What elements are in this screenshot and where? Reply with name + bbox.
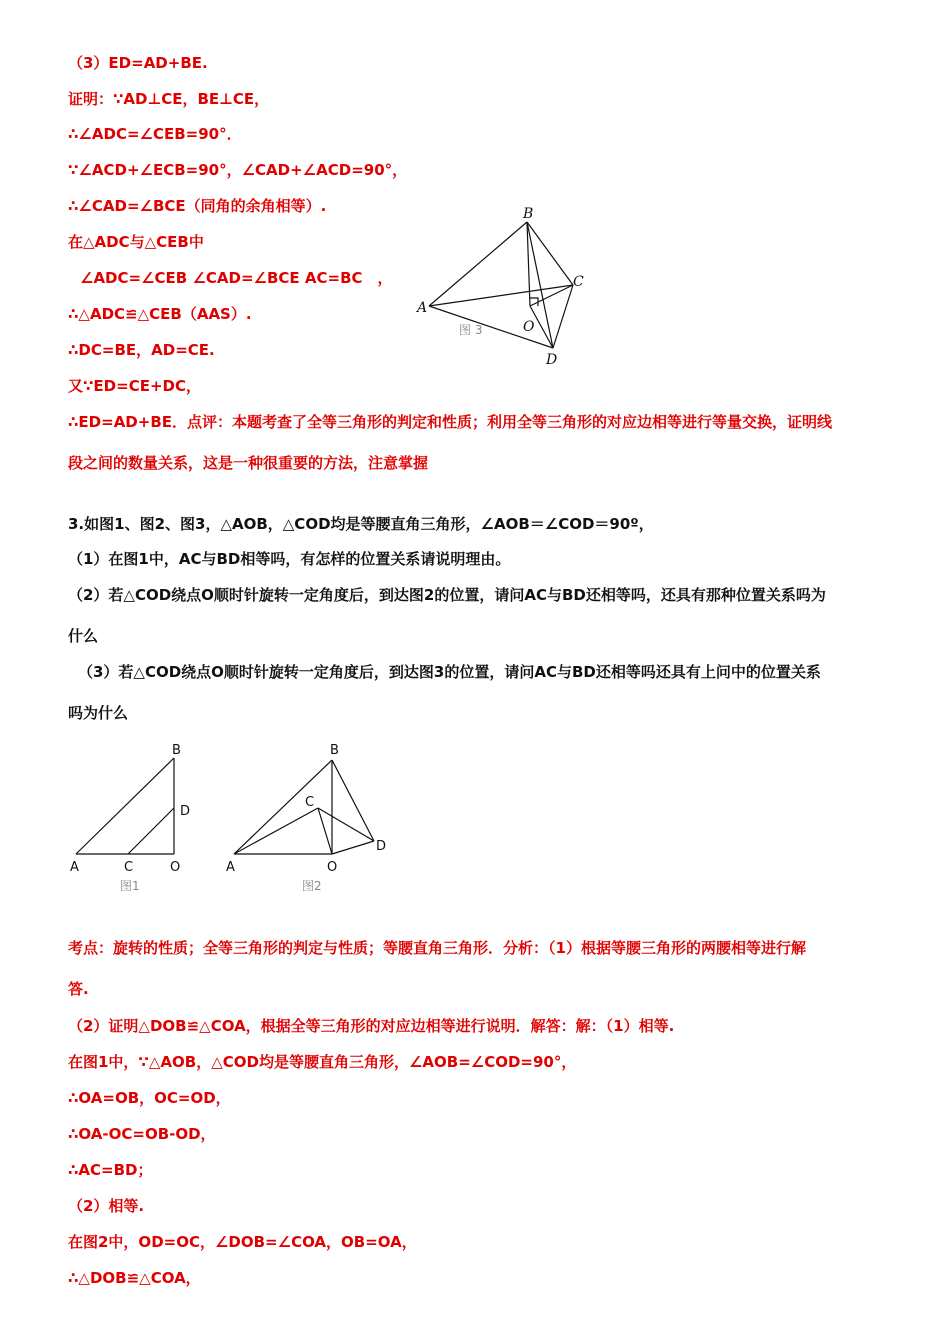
answer-line-1: 考点：旋转的性质；全等三角形的判定与性质；等腰直角三角形．分析：（1）根据等腰三角形的两腰相等进行解 — [68, 939, 806, 957]
fig3-label-a: A — [417, 300, 428, 316]
q3-part1: （1）在图1中，AC与BD相等吗，有怎样的位置关系请说明理由。 — [68, 550, 511, 568]
fig1-label-a: A — [70, 860, 79, 875]
figure-2 — [218, 738, 398, 896]
proof-line-10: 又∵ED=CE+DC， — [68, 377, 201, 395]
proof-line-5: ∴∠CAD=∠BCE（同角的余角相等）. — [68, 197, 327, 215]
proof-line-4: ∵∠ACD+∠ECB=90°，∠CAD+∠ACD=90°， — [68, 161, 408, 179]
fig3-label-b: B — [523, 206, 534, 222]
answer-line-6: ∴OA-OC=OB-OD， — [68, 1125, 216, 1143]
answer-line-4: 在图1中，∵△AOB，△COD均是等腰直角三角形，∠AOB=∠COD=90°， — [68, 1053, 577, 1071]
proof-line-11: ∴ED=AD+BE．点评：本题考查了全等三角形的判定和性质；利用全等三角形的对应边相等进行等量交换，证明线 — [68, 413, 833, 431]
fig1-label-d: D — [180, 804, 191, 819]
fig2-caption: 图2 — [302, 879, 322, 893]
q3-stem: 3.如图1、图2、图3，△AOB，△COD均是等腰直角三角形，∠AOB＝∠COD＝90º， — [68, 515, 654, 533]
fig1-caption: 图1 — [120, 879, 140, 893]
proof-line-7: ∠ADC=∠CEB ∠CAD=∠BCE AC=BC ， — [80, 269, 393, 287]
answer-line-9: 在图2中，OD=OC，∠DOB=∠COA，OB=OA， — [68, 1233, 417, 1251]
fig2-label-a: A — [226, 860, 235, 875]
answer-line-7: ∴AC=BD； — [68, 1161, 153, 1179]
fig2-label-d: D — [376, 839, 387, 854]
proof-line-6: 在△ADC与△CEB中 — [68, 233, 204, 251]
q3-part3b: 吗为什么 — [68, 704, 129, 722]
proof-line-2: 证明：∵AD⊥CE，BE⊥CE， — [68, 90, 270, 108]
answer-line-5: ∴OA=OB，OC=OD， — [68, 1089, 231, 1107]
answer-line-8: （2）相等. — [68, 1197, 145, 1215]
q3-part3a: （3）若△COD绕点O顺时针旋转一定角度后，到达图3的位置，请问AC与BD还相等吗还具有上问中的位置关系 — [78, 663, 821, 681]
proof-line-12: 段之间的数量关系，这是一种很重要的方法，注意掌握 — [68, 454, 429, 472]
fig3-label-c: C — [573, 274, 584, 290]
fig3-label-d: D — [546, 352, 558, 368]
fig1-label-c: C — [124, 860, 134, 875]
proof-line-3: ∴∠ADC=∠CEB=90°． — [68, 125, 242, 143]
answer-line-10: ∴△DOB≌△COA， — [68, 1269, 201, 1287]
fig3-label-o: O — [523, 319, 535, 335]
answer-line-3: （2）证明△DOB≌△COA，根据全等三角形的对应边相等进行说明．解答：解：（1）相等. — [68, 1017, 675, 1035]
proof-line-1: （3）ED=AD+BE. — [68, 54, 208, 72]
fig1-label-b: B — [172, 743, 181, 758]
fig2-label-b: B — [330, 743, 339, 758]
proof-line-9: ∴DC=BE，AD=CE. — [68, 341, 215, 359]
fig2-label-o: O — [327, 860, 338, 875]
proof-line-8: ∴△ADC≌△CEB（AAS）. — [68, 305, 252, 323]
fig3-caption: 图 3 — [459, 323, 483, 337]
fig1-label-o: O — [170, 860, 181, 875]
q3-part2a: （2）若△COD绕点O顺时针旋转一定角度后，到达图2的位置，请问AC与BD还相等吗，还具有那种位置关系吗为 — [68, 586, 826, 604]
fig2-label-c: C — [305, 795, 315, 810]
figure-1 — [62, 738, 212, 896]
figure-3 — [415, 200, 595, 370]
answer-line-2: 答. — [68, 980, 89, 998]
q3-part2b: 什么 — [68, 627, 99, 645]
